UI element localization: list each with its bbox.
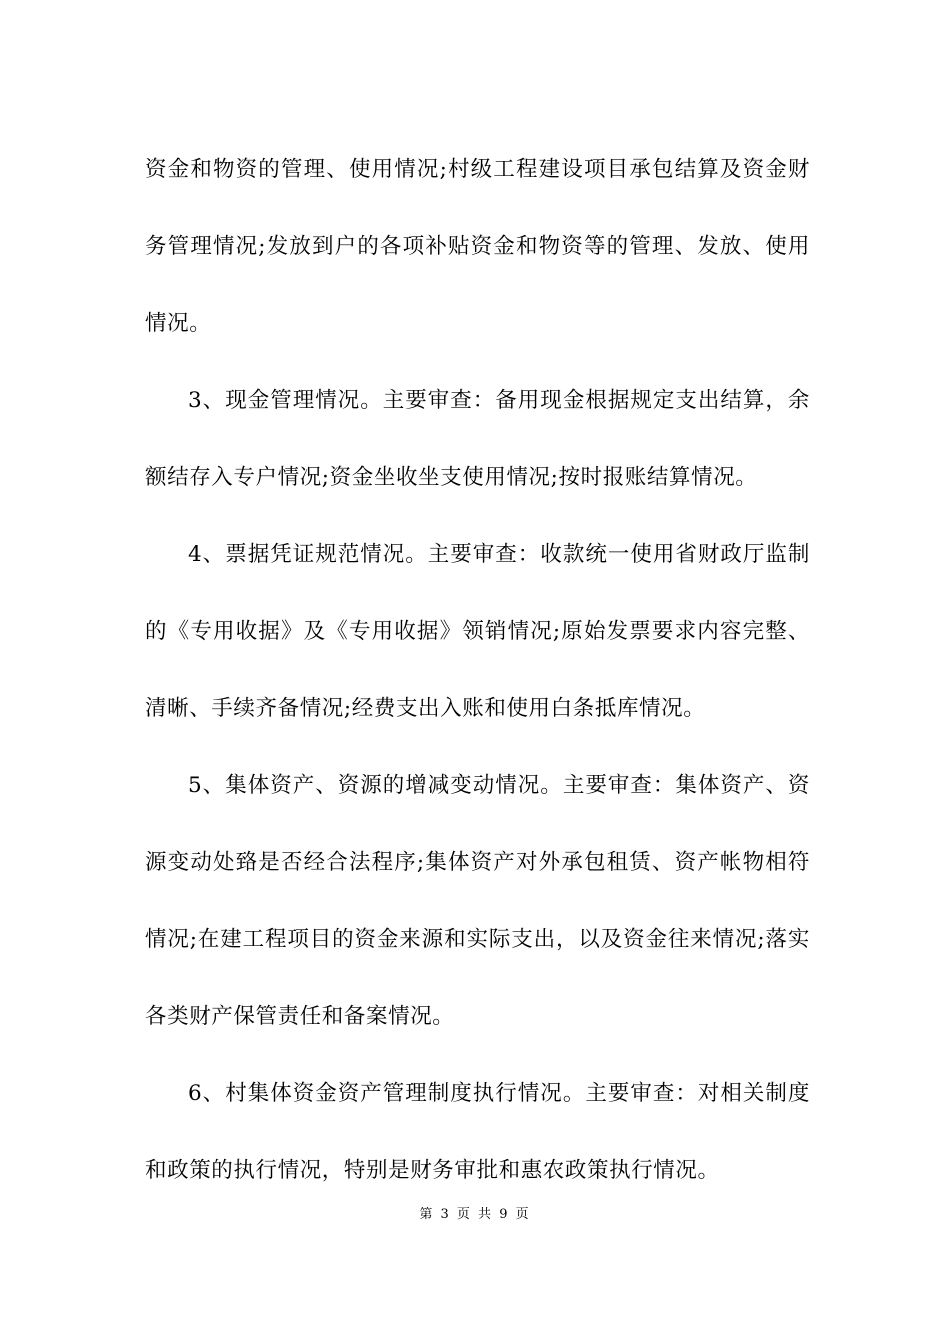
footer-middle: 页 共 — [456, 1207, 494, 1222]
paragraph-3: 4、票据凭证规范情况。主要审查：收款统一使用省财政厅监制的《专用收据》及《专用收据》领销情况;原始发票要求内容完整、清晰、手续齐备情况;经费支出入账和使用白条抵库情况。 — [145, 542, 810, 721]
document-body — [145, 131, 810, 1209]
footer-current-page: 3 — [440, 1207, 451, 1222]
page-footer — [0, 1207, 950, 1223]
paragraph-5: 6、村集体资金资产管理制度执行情况。主要审查：对相关制度和政策的执行情况，特别是财务审批和惠农政策执行情况。 — [145, 1081, 810, 1183]
paragraph-1: 资金和物资的管理、使用情况;村级工程建设项目承包结算及资金财务管理情况;发放到户的各项补贴资金和物资等的管理、发放、使用情况。 — [145, 157, 810, 336]
paragraph-2: 3、现金管理情况。主要审查：备用现金根据规定支出结算，余额结存入专户情况;资金坐收坐支使用情况;按时报账结算情况。 — [145, 388, 810, 490]
footer-suffix: 页 — [515, 1207, 531, 1222]
footer-total-pages: 9 — [499, 1207, 510, 1222]
footer-prefix: 第 — [419, 1207, 435, 1222]
paragraph-4: 5、集体资产、资源的增减变动情况。主要审查：集体资产、资源变动处臵是否经合法程序;集体资产对外承包租赁、资产帐物相符情况;在建工程项目的资金来源和实际支出，以及资金往来情况;落实各类财产保管责任和备案情况。 — [145, 773, 810, 1029]
